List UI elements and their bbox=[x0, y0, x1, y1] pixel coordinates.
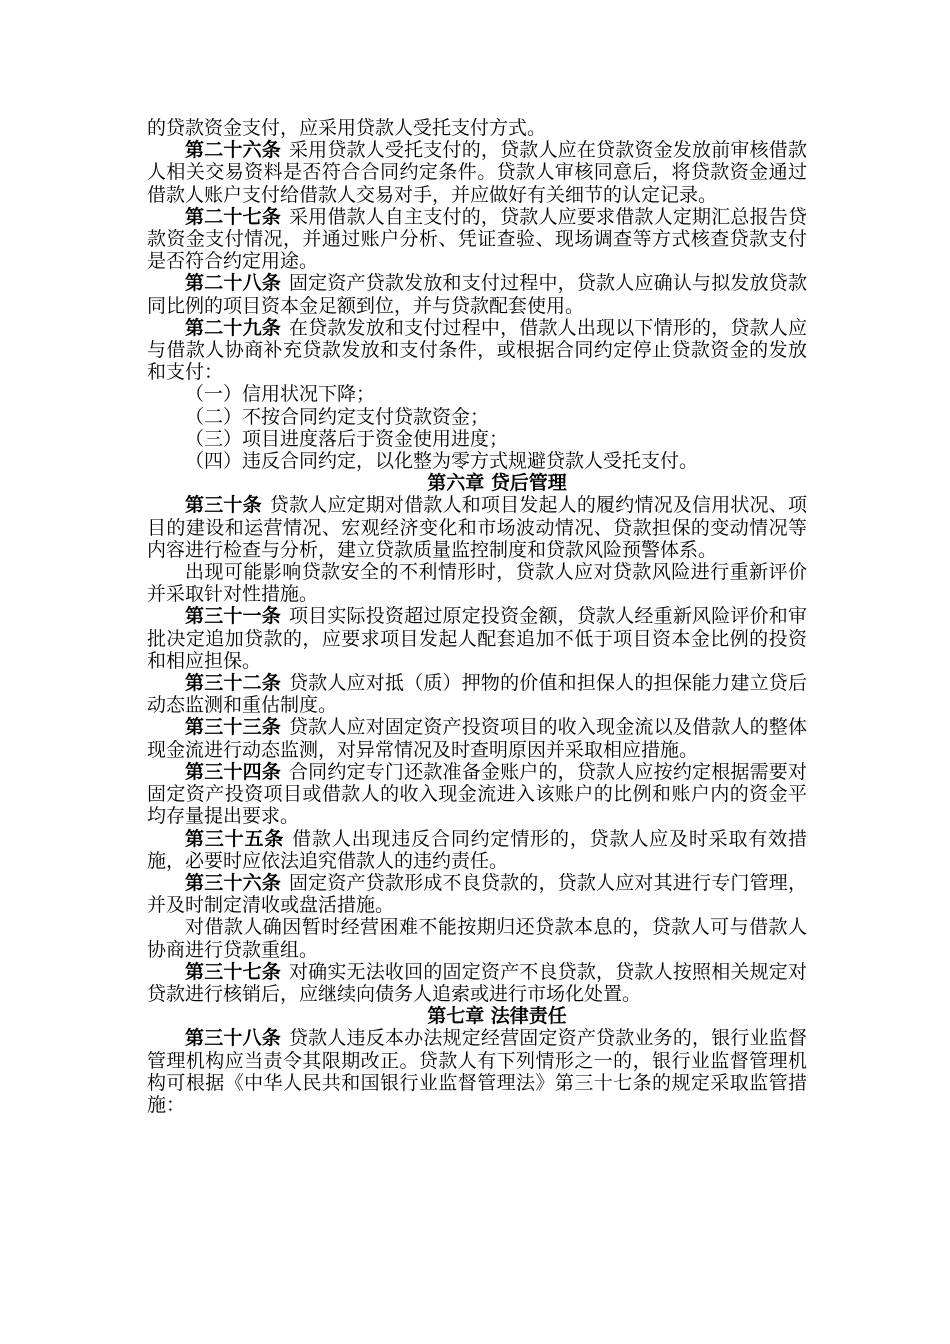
document-page bbox=[147, 117, 807, 1116]
article-text: 借款人出现违反合同约定情形的，贷款人应及时采取有效措施，必要时应依法追究借款人的违约责任。 bbox=[147, 827, 807, 872]
article-number: 第二十七条 bbox=[185, 205, 281, 228]
paragraph: （四）违反合同约定，以化整为零方式规避贷款人受托支付。 bbox=[185, 450, 699, 473]
article-paragraph bbox=[147, 139, 807, 206]
article-paragraph bbox=[147, 828, 807, 872]
article-paragraph bbox=[147, 272, 807, 316]
article-number: 第二十八条 bbox=[185, 272, 281, 295]
article-number: 第三十五条 bbox=[185, 827, 285, 850]
article-text: 项目实际投资超过原定投资金额，贷款人经重新风险评价和审批决定追加贷款的，应要求项目发起人配套追加不低于项目资本金比例的投资和相应担保。 bbox=[147, 605, 807, 672]
article-number: 第三十条 bbox=[185, 494, 262, 517]
article-text: 固定资产贷款形成不良贷款的，贷款人应对其进行专门管理，并及时制定清收或盘活措施。 bbox=[147, 871, 807, 917]
article-number: 第三十七条 bbox=[185, 960, 281, 983]
article-paragraph bbox=[147, 317, 807, 384]
continued-paragraph: 的贷款资金支付，应采用贷款人受托支付方式。 bbox=[147, 117, 547, 139]
article-paragraph bbox=[147, 1027, 807, 1116]
article-paragraph bbox=[147, 206, 807, 273]
article-number: 第三十八条 bbox=[185, 1027, 281, 1050]
article-paragraph bbox=[147, 672, 807, 716]
article-text: 贷款人应对固定资产投资项目的收入现金流以及借款人的整体现金流进行动态监测，对异常情况及时查明原因并采取相应措施。 bbox=[147, 716, 807, 761]
article-paragraph bbox=[147, 761, 807, 828]
paragraph: （三）项目进度落后于资金使用进度； bbox=[185, 427, 509, 450]
article-text: 贷款人应定期对借款人和项目发起人的履约情况及信用状况、项目的建设和运营情况、宏观经济变化和市场波动情况、贷款担保的变动情况等内容进行检查与分析，建立贷款质量监控制度和贷款风险预警体系。 bbox=[147, 494, 807, 561]
chapter-heading: 第六章 贷后管理 bbox=[427, 472, 567, 495]
article-paragraph bbox=[147, 872, 807, 916]
paragraph: （一）信用状况下降； bbox=[185, 383, 376, 406]
article-number: 第三十二条 bbox=[185, 672, 281, 695]
article-number: 第三十四条 bbox=[185, 760, 281, 783]
article-paragraph bbox=[147, 605, 807, 672]
article-text: 贷款人应对抵（质）押物的价值和担保人的担保能力建立贷后动态监测和重估制度。 bbox=[147, 672, 807, 717]
article-number: 第二十六条 bbox=[185, 139, 281, 162]
article-text: 对确实无法收回的固定资产不良贷款，贷款人按照相关规定对贷款进行核销后，应继续向债务人追索或进行市场化处置。 bbox=[147, 960, 807, 1005]
article-text: 在贷款发放和支付过程中，借款人出现以下情形的，贷款人应与借款人协商补充贷款发放和支付条件，或根据合同约定停止贷款资金的发放和支付： bbox=[147, 316, 807, 384]
article-number: 第二十九条 bbox=[185, 316, 281, 339]
paragraph: （二）不按合同约定支付贷款资金； bbox=[185, 405, 490, 428]
article-text: 合同约定专门还款准备金账户的，贷款人应按约定根据需要对固定资产投资项目或借款人的收入现金流进入该账户的比例和账户内的资金平均存量提出要求。 bbox=[147, 760, 807, 828]
article-paragraph bbox=[147, 716, 807, 760]
article-number: 第三十一条 bbox=[185, 605, 281, 628]
paragraph: 对借款人确因暂时经营困难不能按期归还贷款本息的，贷款人可与借款人协商进行贷款重组。 bbox=[147, 916, 807, 961]
article-text: 采用贷款人受托支付的，贷款人应在贷款资金发放前审核借款人相关交易资料是否符合合同约定条件。贷款人审核同意后，将贷款资金通过借款人账户支付给借款人交易对手，并应做好有关细节的认定记录。 bbox=[147, 139, 807, 206]
article-text: 贷款人违反本办法规定经营固定资产贷款业务的，银行业监督管理机构应当责令其限期改正。贷款人有下列情形之一的，银行业监督管理机构可根据《中华人民共和国银行业监督管理法》第三十七条的规定采取监管措施： bbox=[147, 1027, 807, 1116]
article-text: 采用借款人自主支付的，贷款人应要求借款人定期汇总报告贷款资金支付情况，并通过账户分析、凭证查验、现场调查等方式核查贷款支付是否符合约定用途。 bbox=[147, 205, 807, 273]
article-paragraph bbox=[147, 961, 807, 1005]
article-paragraph bbox=[147, 494, 807, 561]
chapter-heading: 第七章 法律责任 bbox=[427, 1005, 567, 1028]
article-number: 第三十六条 bbox=[185, 871, 281, 894]
article-number: 第三十三条 bbox=[185, 716, 281, 739]
article-text: 固定资产贷款发放和支付过程中，贷款人应确认与拟发放贷款同比例的项目资本金足额到位，并与贷款配套使用。 bbox=[147, 272, 807, 317]
paragraph: 出现可能影响贷款安全的不利情形时，贷款人应对贷款风险进行重新评价并采取针对性措施。 bbox=[147, 561, 807, 606]
